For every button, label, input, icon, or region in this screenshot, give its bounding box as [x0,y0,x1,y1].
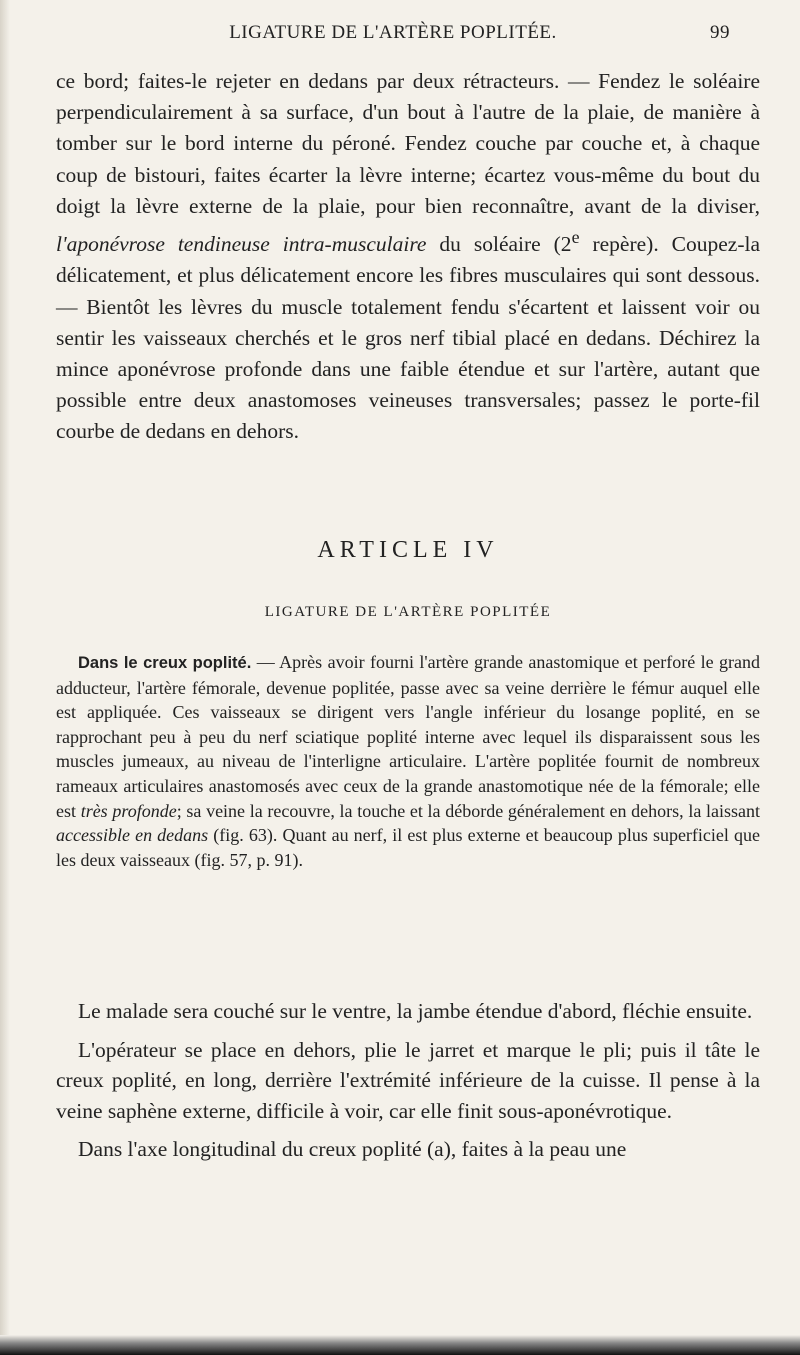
paragraph-body [56,650,760,872]
paragraph-text: repère). Coupez-la délicatement, et plus délicatement encore les fibres musculaires qui sont dessous. — Bientôt les lèvres du muscle totalement fendu s'écartent et laissent voir ou sentir les vaisseaux cherchés et le gros nerf tibial placé en dedans. Déchirez la mince aponévrose profonde dans une faible étendue et sur l'artère, autant que possible entre deux anastomoses veineuses transversales; passez le porte-fil courbe de dedans en dehors. [56,232,760,444]
paragraph-patient-position: Le malade sera couché sur le ventre, la jambe étendue d'abord, fléchie ensuite. [78,999,753,1023]
paragraph-operator: L'opérateur se place en dehors, plie le jarret et marque le pli; puis il tâte le creux poplité, en long, derrière l'extrémité inférieure de la cuisse. Il pense à la veine saphène externe, difficile à voir, car elle finit sous-aponévrotique. [56,1037,760,1123]
italic-term: l'aponévrose tendineuse intra-musculaire [56,232,427,257]
procedure-paragraphs [56,996,760,1165]
italic-term: très profonde [80,800,177,821]
superscript: e [571,227,580,248]
page-number: 99 [710,22,730,43]
paragraph-text: ; sa veine la recouvre, la touche et la déborde généralement en dehors, la laissant [176,800,761,821]
paragraph-text: (fig. 63). Quant au nerf, il est plus externe et beaucoup plus superficiel que les deux vaisseaux (fig. 57, p. 91). [56,825,760,870]
paragraph-text: ce bord; faites-le rejeter en dedans par deux rétracteurs. — Fendez le soléaire perpendiculairement à sa surface, d'un bout à l'autre de la plaie, de manière à tomber sur le bord interne du péroné. Fendez couche par couche et, à chaque coup de bistouri, faites écarter la lèvre interne; écartez vous-même du bout du doigt la lèvre externe de la plaie, pour bien reconnaître, avant de la diviser, [56,69,760,218]
article-heading: ARTICLE IV [317,537,499,563]
paragraph-continuation [56,66,760,448]
running-head [56,22,730,50]
running-title: LIGATURE DE L'ARTÈRE POPLITÉE. [229,22,557,43]
page-edge-shadow [0,0,10,1355]
paragraph-text: du soléaire (2 [426,232,572,257]
paragraph-incision: Dans l'axe longitudinal du creux poplité (a), faites à la peau une [78,1137,627,1161]
paragraph-body [56,66,760,448]
run-in-heading: Dans le creux poplité. [78,654,252,672]
page-bottom-edge [0,1335,800,1355]
anatomy-paragraph [56,650,760,872]
paragraph-text: — Après avoir fourni l'artère grande anastomique et perforé le grand adducteur, l'artère fémorale, devenue poplitée, passe avec sa veine derrière le fémur auquel elle est appliquée. Ces vaisseaux se dirigent vers l'angle inférieur du losange poplité, en se rapprochant peu à peu du nerf sciatique poplité interne avec lequel ils disparaissent sous les muscles jumeaux, au niveau de l'interligne articulaire. L'artère poplitée fournit de nombreux rameaux articulaires anastomosés avec ceux de la grande anastomotique née de la fémorale; elle est [56,652,760,821]
italic-term: accessible en dedans [56,825,209,846]
article-subheading: LIGATURE DE L'ARTÈRE POPLITÉE [264,604,552,620]
